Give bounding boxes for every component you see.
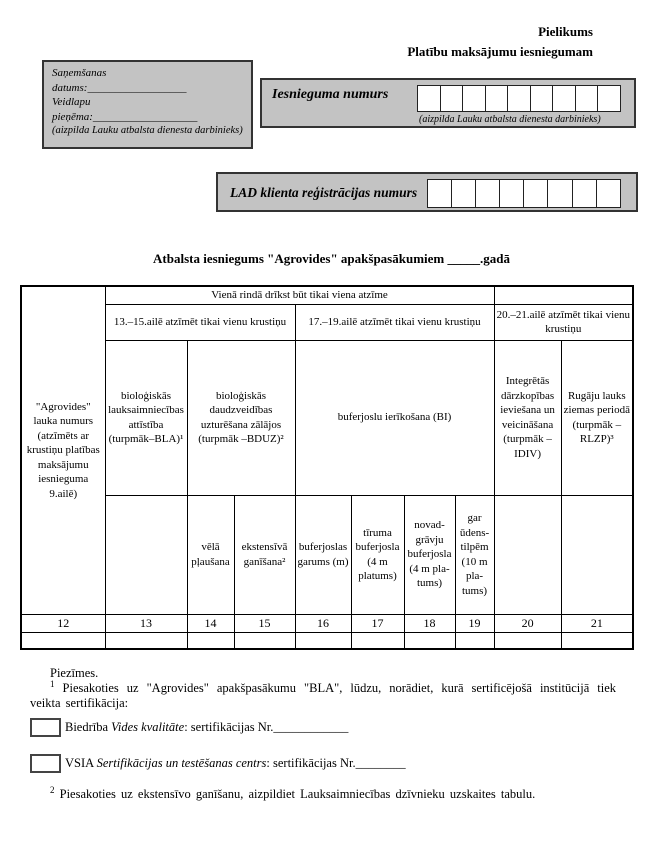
col-number: 19 [455,614,494,632]
col-12-header: "Agrovides" lauka numurs (atzīmēts ar krustiņu platības maksājumu iesnieguma 9.ailē) [21,286,105,614]
lad-number-label: LAD klienta reģistrācijas numurs [230,185,418,200]
receipt-box [42,60,253,149]
digit-box[interactable] [427,179,453,208]
table-input-cell[interactable] [295,632,351,649]
col-number: 15 [234,614,295,632]
option-2-org-name: Sertifikācijas un testēšanas centrs [96,756,267,770]
agrovide-table [20,285,634,650]
option-2-cert-number-field[interactable]: : sertifikācijas Nr.________ [266,756,406,770]
col-13-header-bla: bioloģiskās lauksaimniecības attīstība (turpmāk–BLA)¹ [105,340,187,495]
table-input-cell[interactable] [494,632,561,649]
col-21-header-rlzp: Rugāju lauks ziemas periodā (turpmāk – RLZP)³ [561,340,633,495]
certification-option-2-label [65,754,406,771]
col-number: 12 [21,614,105,632]
table-input-cell[interactable] [351,632,404,649]
receipt-line-3: Veidlapu [52,96,91,108]
col-15-subheader: ekstensīvā ganīšana² [234,495,295,614]
annex-subtitle: Platību maksājumu iesniegumam [407,44,593,59]
col-14-subheader: vēlā pļaušana [187,495,234,614]
digit-box[interactable] [552,85,576,112]
certification-option-2-checkbox[interactable] [30,754,61,773]
form-title: Atbalsta iesniegums "Agrovides" apakšpasākumiem _____.gadā [153,251,510,266]
col-16-subheader: buferjoslas garums (m) [295,495,351,614]
digit-box[interactable] [596,179,622,208]
header-empty-cell [494,286,633,304]
application-number-digit-boxes [417,85,621,112]
receipt-accepted-by-field[interactable]: pieņēma:___________________ [52,110,198,123]
digit-box[interactable] [572,179,598,208]
option-1-cert-number-field[interactable]: : sertifikācijas Nr.____________ [184,720,349,734]
receipt-date-field[interactable]: datums:__________________ [52,81,187,94]
table-input-cell[interactable] [187,632,234,649]
option-1-prefix: Biedrība [65,720,112,734]
col-number: 21 [561,614,633,632]
digit-box[interactable] [547,179,573,208]
footnote-1-marker: 1 [50,678,55,689]
application-number-note: (aizpilda Lauku atbalsta dienesta darbinieks) [419,114,601,125]
col-20-subheader-empty [494,495,561,614]
footnote-1 [30,678,616,711]
group-header-20-21: 20.–21.ailē atzīmēt tikai vienu krustiņu [494,304,633,340]
digit-box[interactable] [485,85,509,112]
option-1-org-name: Vides kvalitāte [111,720,185,734]
table-input-cell[interactable] [105,632,187,649]
col-19-subheader: gar ūdenstilpēm (10 m platums) [455,495,494,614]
application-number-label: Iesnieguma numurs [272,87,389,102]
col-21-subheader-empty [561,495,633,614]
footnotes [30,666,616,802]
col-number: 20 [494,614,561,632]
table-input-cell[interactable] [455,632,494,649]
digit-box[interactable] [499,179,525,208]
application-number-box [260,78,636,128]
certification-option-1-label [65,718,348,735]
col-number: 18 [404,614,455,632]
certification-option-1 [30,718,616,737]
digit-box[interactable] [417,85,441,112]
receipt-note: (aizpilda Lauku atbalsta dienesta darbinieks) [52,125,243,136]
digit-box[interactable] [575,85,599,112]
digit-box[interactable] [523,179,549,208]
digit-box[interactable] [530,85,554,112]
digit-box[interactable] [451,179,477,208]
notes-heading: Piezīmes. [50,666,99,680]
digit-box[interactable] [440,85,464,112]
footnote-2-marker: 2 [50,784,55,795]
table-input-cell[interactable] [561,632,633,649]
lad-number-digit-boxes [427,179,621,208]
digit-box[interactable] [507,85,531,112]
col-20-header-idiv: Integrētās dārzkopības ieviešana un veicināšana (turpmāk – IDIV) [494,340,561,495]
table-input-cell[interactable] [404,632,455,649]
col-13-subheader-empty [105,495,187,614]
document-header [407,22,593,62]
certification-option-2 [30,754,616,773]
digit-box[interactable] [462,85,486,112]
group-header-13-15: 13.–15.ailē atzīmēt tikai vienu krustiņu [105,304,295,340]
col-14-15-header-bduz: bioloģiskās daudzveidības uzturēšana zālājos (turpmāk –BDUZ)² [187,340,295,495]
one-mark-per-row-note: Vienā rindā drīkst būt tikai viena atzīme [105,286,494,304]
receipt-line-1: Saņemšanas [52,67,107,79]
col-number: 16 [295,614,351,632]
col-number: 14 [187,614,234,632]
table-input-cell[interactable] [234,632,295,649]
group-header-17-19: 17.–19.ailē atzīmēt tikai vienu krustiņu [295,304,494,340]
col-number: 17 [351,614,404,632]
footnote-1-text: Piesakoties uz "Agrovides" apakšpasākumu "BLA", lūdzu, norādiet, kurā sertificējošā institūcijā tiek veikta sertifikācija: [30,681,616,710]
col-number: 13 [105,614,187,632]
table-input-cell[interactable] [21,632,105,649]
col-18-subheader: novadgrāvju buferjosla (4 m platums) [404,495,455,614]
col-17-subheader: tīruma buferjosla (4 m platums) [351,495,404,614]
footnote-2-text: Piesakoties uz ekstensīvo ganīšanu, aizpildiet Lauksaimniecības dzīvnieku uzskaites tabulu. [59,787,536,801]
lad-number-box [216,172,638,212]
option-2-prefix: VSIA [65,756,97,770]
digit-box[interactable] [475,179,501,208]
footnote-2 [30,784,616,802]
annex-label: Pielikums [538,24,593,39]
certification-option-1-checkbox[interactable] [30,718,61,737]
digit-box[interactable] [597,85,621,112]
col-16-19-header-bi: buferjoslu ierīkošana (BI) [295,340,494,495]
